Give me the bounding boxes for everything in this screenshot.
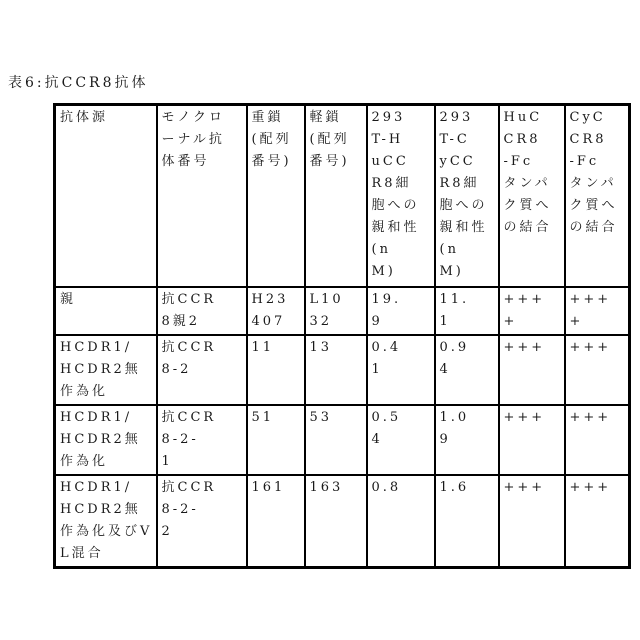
cell-antibody-source: 親 [55,287,157,335]
header-row [55,105,630,287]
cell-cy-affinity: 0.9 4 [435,335,499,405]
cell-light-chain: 163 [305,475,367,568]
col-header-monoclonal-antibody-number: モノクロ ーナル抗 体番号 [157,105,247,287]
cell-hu-affinity: 0.5 4 [367,405,435,475]
cell-cy-fc-binding: +++ [565,475,630,568]
row-anti-ccr8-2-1 [55,405,630,475]
cell-cy-fc-binding: +++ [565,335,630,405]
cell-light-chain: 13 [305,335,367,405]
col-header-affinity-293t-huccr8: 293 T-H uCC R8細 胞への 親和性 (n M) [367,105,435,287]
cell-heavy-chain: H23 407 [247,287,305,335]
cell-heavy-chain: 11 [247,335,305,405]
col-header-affinity-293t-cyccr8: 293 T-C yCC R8細 胞への 親和性 (n M) [435,105,499,287]
col-header-antibody-source: 抗体源 [55,105,157,287]
cell-mab-number: 抗CCR 8-2 [157,335,247,405]
cell-hu-fc-binding: +++ [499,475,565,568]
cell-antibody-source: HCDR1/ HCDR2無 作為化及びV L混合 [55,475,157,568]
row-parent [55,287,630,335]
cell-light-chain: L10 32 [305,287,367,335]
cell-light-chain: 53 [305,405,367,475]
cell-hu-fc-binding: +++ [499,405,565,475]
cell-hu-affinity: 19. 9 [367,287,435,335]
cell-mab-number: 抗CCR 8-2- 1 [157,405,247,475]
cell-antibody-source: HCDR1/ HCDR2無 作為化 [55,335,157,405]
cell-hu-fc-binding: +++ [499,335,565,405]
cell-cy-fc-binding: +++ + [565,287,630,335]
cell-hu-fc-binding: +++ + [499,287,565,335]
row-anti-ccr8-2 [55,335,630,405]
cell-heavy-chain: 51 [247,405,305,475]
cell-hu-affinity: 0.4 1 [367,335,435,405]
row-anti-ccr8-2-2 [55,475,630,568]
col-header-heavy-chain-seq-id: 重鎖 (配列 番号) [247,105,305,287]
col-header-binding-cyccr8-fc: CyC CR8 -Fc タンパ ク質へ の結合 [565,105,630,287]
cell-antibody-source: HCDR1/ HCDR2無 作為化 [55,405,157,475]
cell-mab-number: 抗CCR 8-2- 2 [157,475,247,568]
col-header-light-chain-seq-id: 軽鎖 (配列 番号) [305,105,367,287]
anti-ccr8-antibody-table [53,103,631,569]
cell-cy-affinity: 1.6 [435,475,499,568]
cell-mab-number: 抗CCR 8親2 [157,287,247,335]
cell-cy-affinity: 1.0 9 [435,405,499,475]
cell-heavy-chain: 161 [247,475,305,568]
cell-cy-fc-binding: +++ [565,405,630,475]
cell-cy-affinity: 11. 1 [435,287,499,335]
table-caption: 表6:抗CCR8抗体 [8,75,149,91]
cell-hu-affinity: 0.8 [367,475,435,568]
col-header-binding-huccr8-fc: HuC CR8 -Fc タンパ ク質へ の結合 [499,105,565,287]
